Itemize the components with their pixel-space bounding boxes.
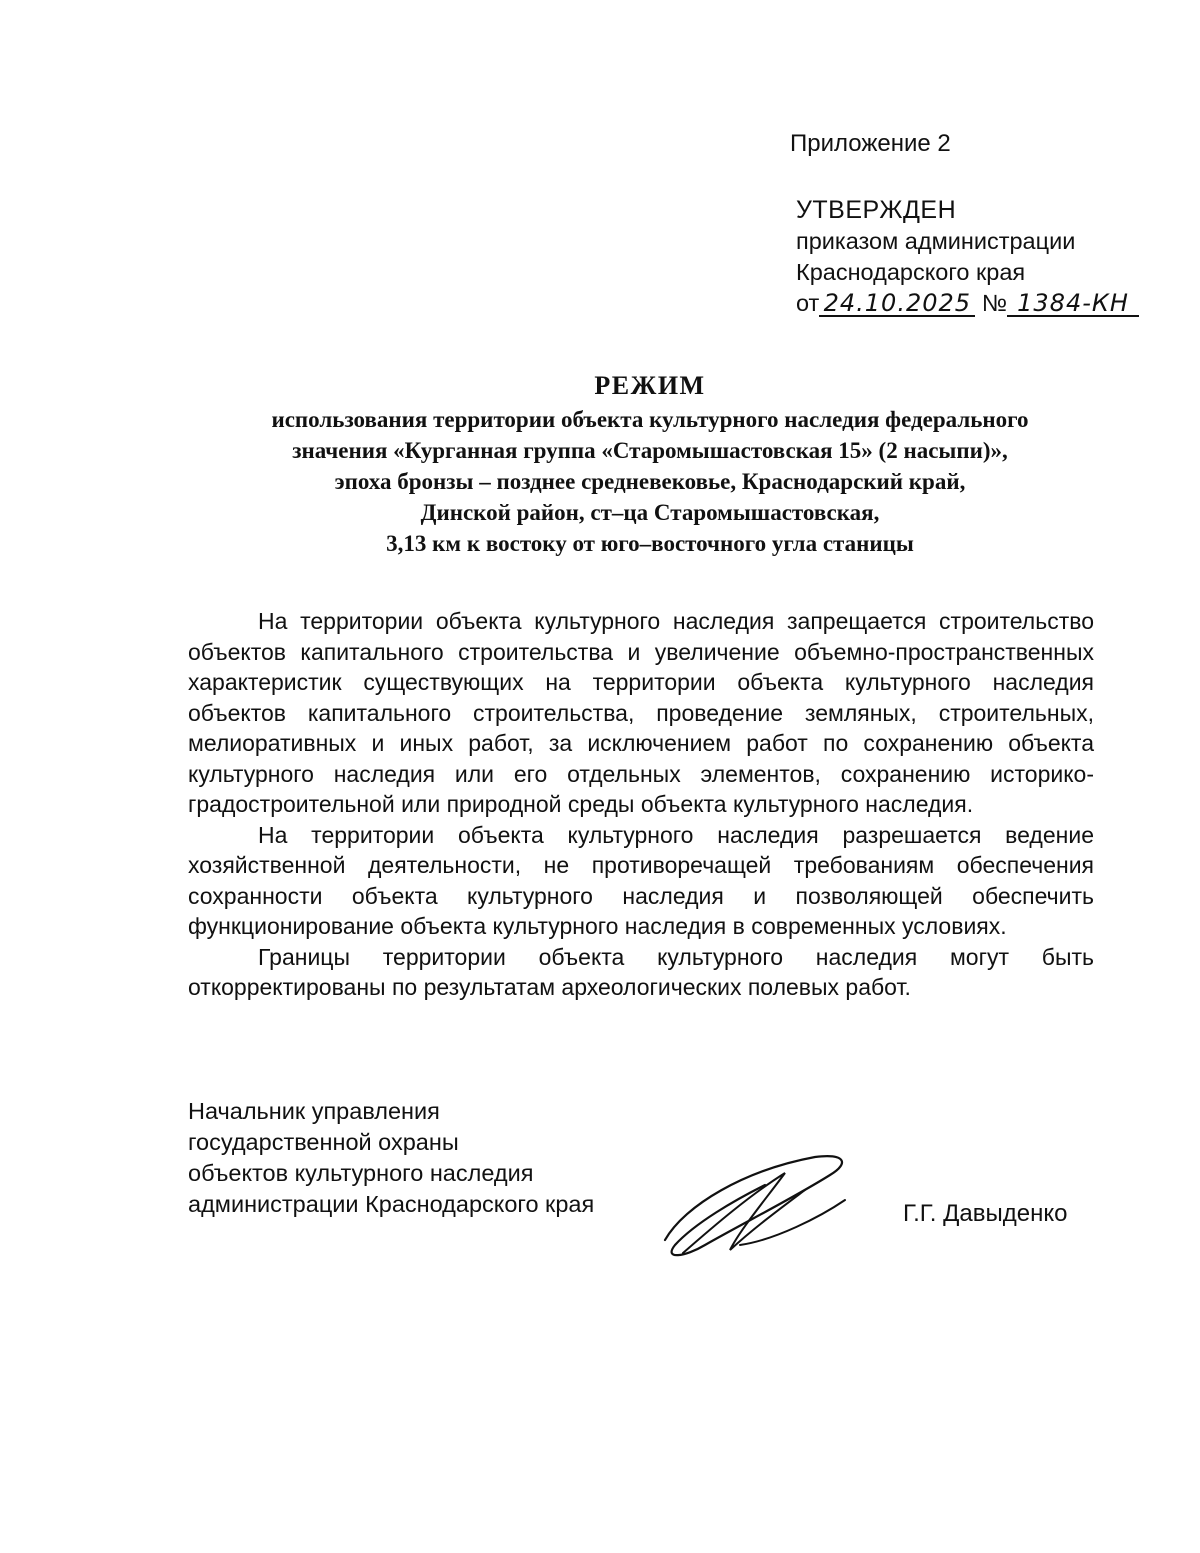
position-line: Начальник управления [188,1098,440,1124]
document-title [150,370,1150,559]
body-paragraph: На территории объекта культурного наследия запрещается строительство объектов капитального строительства и увеличение объемно-пространственных характеристик существующих на территории объекта культурного наследия объектов капитального строительства, проведение земляных, строительных, мелиоративных и иных работ, за исключением работ по сохранению объекта культурного наследия или его отдельных элементов, сохранению историко-градостроительной или природной среды объекта культурного наследия. [188,608,1094,817]
number-sign: № [981,290,1008,316]
title-heading: РЕЖИМ [594,371,706,400]
body-paragraph: На территории объекта культурного наследия разрешается ведение хозяйственной деятельности, не противоречащей требованиям обеспечения сохранности объекта культурного наследия и позволяющей обеспечить функционирование объекта культурного наследия в современных условиях. [188,821,1094,939]
document-body [188,606,1094,1003]
position-line: объектов культурного наследия [188,1160,534,1186]
approval-line-1: приказом администрации [796,228,1076,254]
approval-stamp-block [796,194,1139,319]
title-line: значения «Курганная группа «Старомышастовская 15» (2 насыпи)», [292,438,1008,463]
body-paragraph: Границы территории объекта культурного наследия могут быть откорректированы по результатам археологических полевых работ. [188,943,1094,1000]
order-number: 1384-КН [1007,291,1139,317]
title-line: эпоха бронзы – позднее средневековье, Краснодарский край, [334,469,966,494]
date-prefix: от [796,290,820,316]
position-line: администрации Краснодарского края [188,1191,595,1217]
approval-date-line [796,288,1139,319]
title-line: Динской район, ст–ца Старомышастовская, [420,500,880,525]
signatory-name: Г.Г. Давыденко [903,1200,1068,1227]
title-line: 3,13 км к востоку от юго–восточного угла станицы [386,531,914,556]
appendix-label: Приложение 2 [790,130,951,157]
handwritten-signature [645,1145,860,1265]
signatory-position [188,1096,594,1220]
approval-line-2: Краснодарского края [796,259,1026,285]
approved-heading: УТВЕРЖДЕН [796,196,957,224]
position-line: государственной охраны [188,1129,459,1155]
order-date: 24.10.2025 [819,291,975,317]
title-line: использования территории объекта культурного наследия федерального [271,407,1029,432]
